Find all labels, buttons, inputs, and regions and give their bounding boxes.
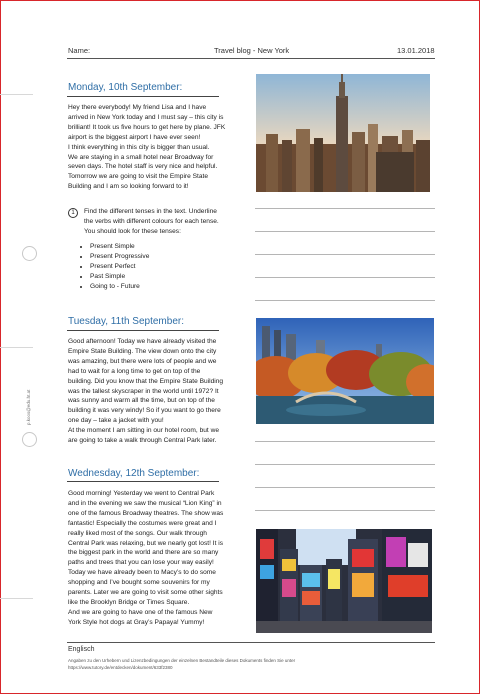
writing-line[interactable] [255,231,435,232]
punch-hole [22,246,37,261]
section-underline [67,330,219,331]
wednesday-paragraph: Good morning! Yesterday we went to Central Park and in the evening we saw the musical “Lion King” in one of the famous Broadway theatres. The show was fantastic! Especially the costumes were great and I really liked most of the songs. Our walk through Central Park was relaxing, but we nearly got lost! It is the biggest park in the world and there are so many paths and trees that you can lose your way easily! Today we have already been to Macy’s to do some shopping and I’ve bought some souvenirs for my parents. Later we are going to visit some other sights like the Brooklyn Bridge or Times Square. And we are going to have one of the famous New York Style hot dogs at Gray’s Papaya! Yummy! [68,490,224,626]
task-instructions: Find the different tenses in the text. Underline the verbs with different colours for each tense. You should look for these tenses: [84,208,219,235]
central-park-photo [256,318,434,424]
punch-hole [22,432,37,447]
section-underline [67,481,219,482]
fold-mark [0,347,33,348]
document-title: Travel blog - New York [214,46,290,55]
tuesday-paragraph: Good afternoon! Today we have already visited the Empire State Building. The view down onto the city was amazing, but there were lots of people and we had to wait for a long time to get on top of the building. Did you know that the Empire State Building was the tallest skyscraper in the world until 1972? It was sunny and warm all the time, but on top of the building it was very windy! So if you want to go there one day – take a jacket with you! At the moment I am sitting in our hotel room, but we are going to take a walk through Central Park later. [68,338,224,445]
list-item: • Going to - Future [90,282,149,292]
footer-divider [67,642,435,643]
footer-license-note: Angaben zu den Urhebern und Lizenzbedingungen der einzelnen Bestandteile dieses Dokuments finden Sie unter https://www.tutory.de/entdecken/dokument/633f2380 [68,658,296,670]
document-date: 13.01.2018 [397,46,435,55]
fold-mark [0,598,33,599]
list-item: • Present Simple [90,242,149,252]
task-number-icon: 1 [68,208,78,218]
writing-line[interactable] [255,208,435,209]
monday-paragraph: Hey there everybody! My friend Lisa and I have arrived in New York today and I must say – this city is brilliant! It took us five hours to get here by plane. JFK airport is the biggest airport I have ever seen! I think everything in this city is bigger than usual. We are staying in a small hotel near Broadway for seven days. The hotel staff is very nice and helpful. Tomorrow we are going to visit the Empire State Building and I am so looking forward to it! [68,104,226,191]
writing-line[interactable] [255,277,435,278]
section-title-monday: Monday, 10th September: [68,82,183,93]
times-square-photo [256,529,432,633]
sidebar-author-text: p.koos@edu.ht.at [26,389,31,425]
list-item: • Past Simple [90,272,149,282]
writing-line[interactable] [255,300,435,301]
writing-line[interactable] [255,510,435,511]
writing-line[interactable] [255,254,435,255]
footer-subject: Englisch [68,646,95,653]
writing-line[interactable] [255,441,435,442]
writing-line[interactable] [255,464,435,465]
list-item: • Present Perfect [90,262,149,272]
header-divider [67,58,435,59]
empire-state-skyline-photo [256,74,430,192]
writing-line[interactable] [255,487,435,488]
section-underline [67,96,219,97]
section-title-tuesday: Tuesday, 11th September: [68,316,184,327]
tense-list [82,242,149,292]
name-label: Name: [68,46,91,55]
section-title-wednesday: Wednesday, 12th September: [68,468,200,479]
list-item: • Present Progressive [90,252,149,262]
fold-mark [0,94,33,95]
